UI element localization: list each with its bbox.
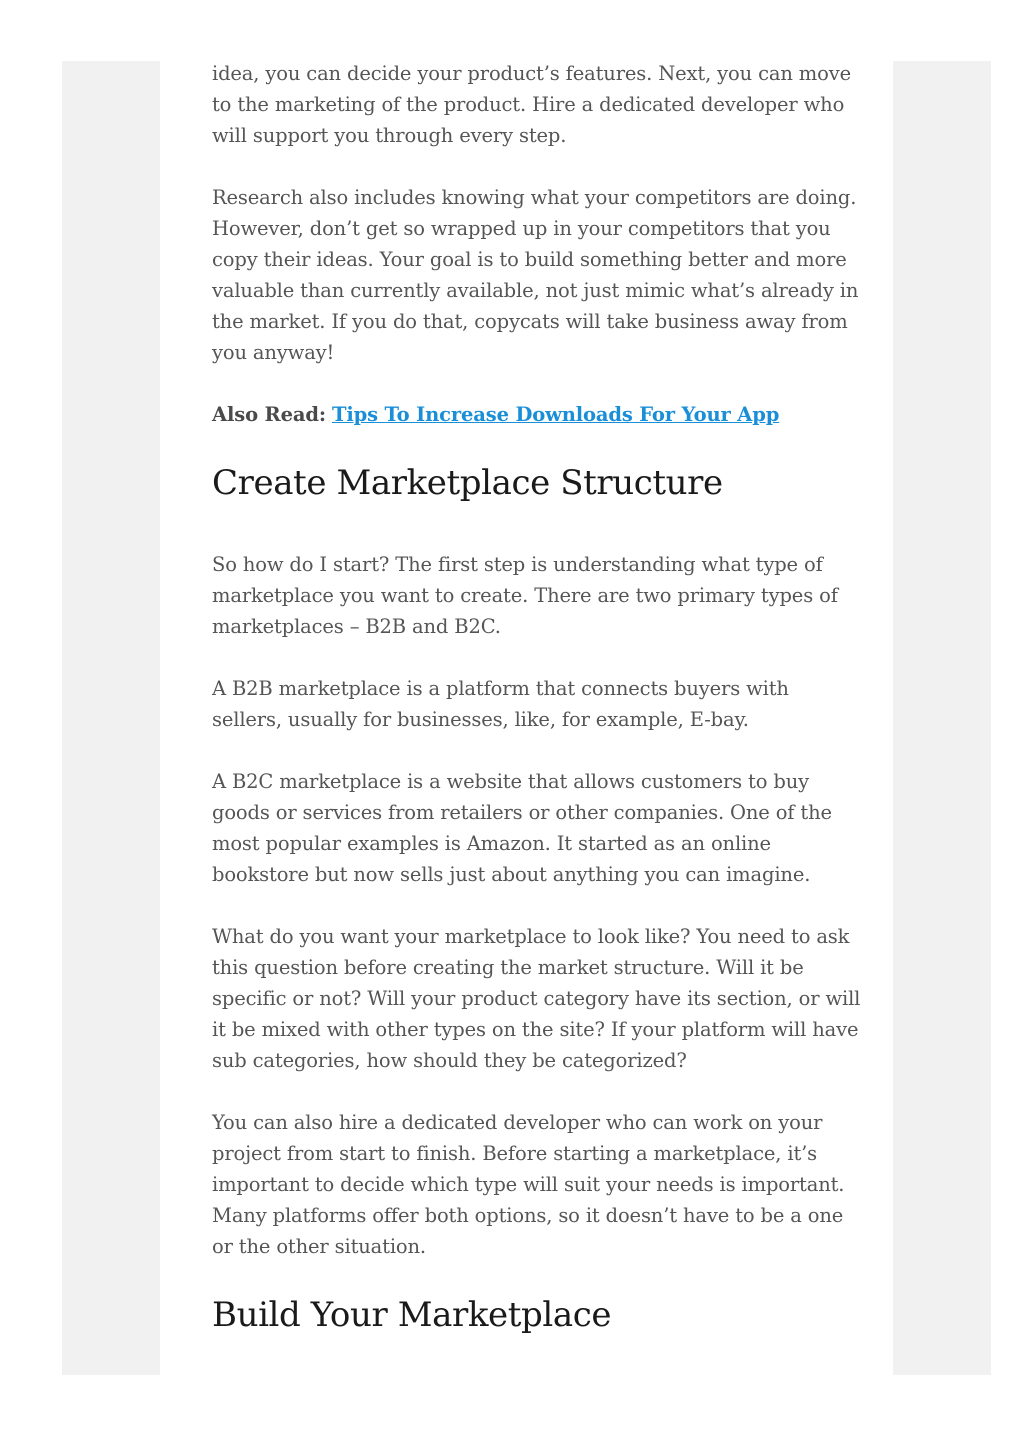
heading-create-marketplace-structure: Create Marketplace Structure bbox=[212, 463, 723, 503]
paragraph-research: Research also includes knowing what your competitors are doing. However, don’t get so wrapped up in your competitors that you copy their ideas. Your goal is to build something better and more valuable than currently available, not just mimic what’s already in the market. If you do that, copycats will take business away from you anyway! bbox=[212, 186, 859, 364]
also-read-label: Also Read: bbox=[212, 403, 326, 426]
paragraph-how-to-start: So how do I start? The first step is understanding what type of marketplace you want to create. There are two primary types of marketplaces – B2B and B2C. bbox=[212, 553, 838, 638]
right-margin-panel bbox=[893, 61, 991, 1375]
paragraph-hire-developer: You can also hire a dedicated developer who can work on your project from start to finish. Before starting a marketplace, it’s important to decide which type will suit your needs is important. Many platforms offer both options, so it doesn’t have to be a one or the other situation. bbox=[212, 1111, 845, 1258]
paragraph-features: idea, you can decide your product’s features. Next, you can move to the marketing of the product. Hire a dedicated developer who will support you through every step. bbox=[212, 62, 851, 147]
paragraph-b2c: A B2C marketplace is a website that allows customers to buy goods or services from retailers or other companies. One of the most popular examples is Amazon. It started as an online bookstore but now sells just about anything you can imagine. bbox=[212, 770, 832, 886]
paragraph-marketplace-look: What do you want your marketplace to look like? You need to ask this question before creating the market structure. Will it be specific or not? Will your product category have its section, or will it be mixed with other types on the site? If your platform will have sub categories, how should they be categorized? bbox=[212, 925, 861, 1072]
paragraph-b2b: A B2B marketplace is a platform that connects buyers with sellers, usually for businesses, like, for example, E-bay. bbox=[212, 677, 789, 731]
also-read-link[interactable]: Tips To Increase Downloads For Your App bbox=[331, 403, 780, 426]
heading-build-your-marketplace: Build Your Marketplace bbox=[212, 1295, 612, 1335]
article-body bbox=[212, 58, 862, 1337]
left-margin-panel bbox=[62, 61, 160, 1375]
also-read bbox=[212, 399, 862, 430]
